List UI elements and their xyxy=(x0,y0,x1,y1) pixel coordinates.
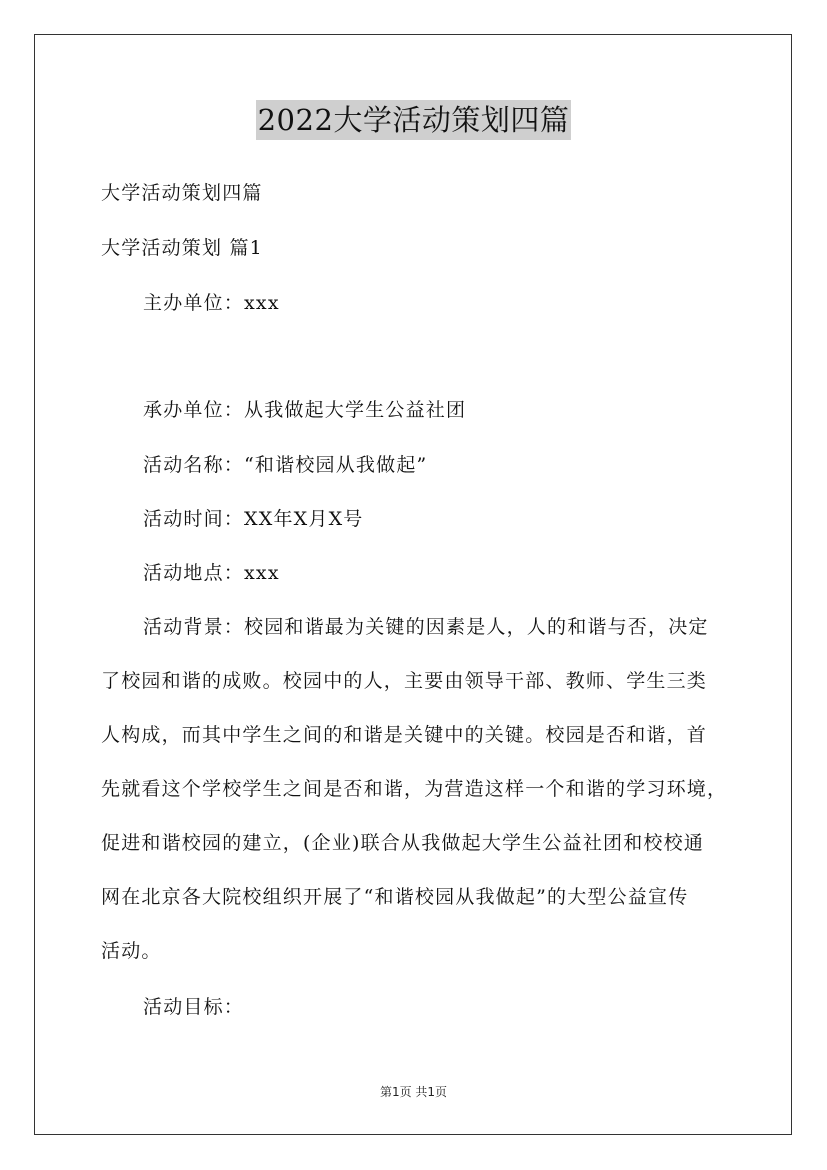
background-paragraph-line: 促进和谐校园的建立，(企业)联合从我做起大学生公益社团和校校通 xyxy=(101,832,705,854)
document-title: 2022大学活动策划四篇 xyxy=(256,100,572,140)
activity-name-line: 活动名称：“和谐校园从我做起” xyxy=(143,454,428,476)
activity-place-line: 活动地点：xxx xyxy=(143,562,280,584)
background-paragraph-line: 活动背景：校园和谐最为关键的因素是人，人的和谐与否，决定 xyxy=(143,616,709,638)
activity-time-line: 活动时间：XX年X月X号 xyxy=(143,508,364,530)
background-paragraph-line: 活动。 xyxy=(101,940,162,962)
organizer-line: 主办单位：xxx xyxy=(143,292,280,314)
background-paragraph-line: 先就看这个学校学生之间是否和谐，为营造这样一个和谐的学习环境， xyxy=(101,778,728,800)
background-paragraph-line: 网在北京各大院校组织开展了“和谐校园从我做起”的大型公益宣传 xyxy=(101,886,689,908)
background-paragraph-line: 人构成，而其中学生之间的和谐是关键中的关键。校园是否和谐，首 xyxy=(101,724,708,746)
section-heading: 大学活动策划 篇1 xyxy=(101,237,263,259)
background-paragraph-line: 了校园和谐的成败。校园中的人，主要由领导干部、教师、学生三类 xyxy=(101,670,708,692)
goal-label: 活动目标： xyxy=(143,996,245,1018)
page-number-footer: 第1页 共1页 xyxy=(379,1085,448,1099)
title-container xyxy=(0,100,827,140)
co-organizer-line: 承办单位：从我做起大学生公益社团 xyxy=(143,399,467,421)
document-subtitle: 大学活动策划四篇 xyxy=(101,182,263,204)
